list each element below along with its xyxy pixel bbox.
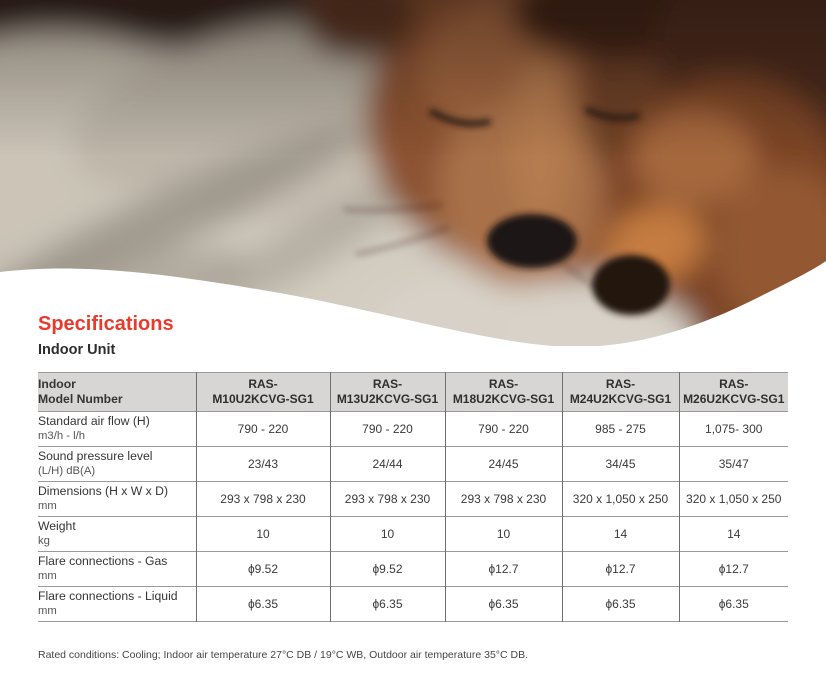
cell-value: 985 - 275	[562, 411, 679, 446]
cell-value: 790 - 220	[330, 411, 445, 446]
cell-value: 790 - 220	[445, 411, 562, 446]
cell-value: ϕ6.35	[679, 586, 788, 621]
cell-value: 293 x 798 x 230	[445, 481, 562, 516]
spec-content	[38, 314, 788, 663]
cell-value: ϕ12.7	[445, 551, 562, 586]
column-header-model-5: RAS- M26U2KCVG-SG1	[679, 372, 788, 411]
cell-value: ϕ9.52	[196, 551, 330, 586]
row-label-sound-pressure: Sound pressure level (L/H) dB(A)	[38, 449, 153, 477]
cell-value: ϕ12.7	[679, 551, 788, 586]
rated-conditions-note: Rated conditions: Cooling; Indoor air temperature 27°C DB / 19°C WB, Outdoor air temperature 35°C DB.	[38, 648, 528, 661]
column-header-model-number: Indoor Model Number	[38, 372, 196, 411]
spec-table	[38, 372, 788, 622]
column-header-model-3: RAS- M18U2KCVG-SG1	[445, 372, 562, 411]
column-header-model-1: RAS- M10U2KCVG-SG1	[196, 372, 330, 411]
section-subtitle: Indoor Unit	[38, 342, 116, 358]
cell-value: 320 x 1,050 x 250	[562, 481, 679, 516]
cell-value: 10	[196, 516, 330, 551]
cell-value: ϕ9.52	[330, 551, 445, 586]
cell-value: 10	[330, 516, 445, 551]
cell-value: ϕ6.35	[330, 586, 445, 621]
cell-value: 14	[562, 516, 679, 551]
cell-value: ϕ6.35	[445, 586, 562, 621]
cell-value: 34/45	[562, 446, 679, 481]
page-title: Specifications	[38, 313, 174, 335]
table-row-flare-gas	[38, 551, 788, 586]
table-row-dimensions	[38, 481, 788, 516]
cell-value: 23/43	[196, 446, 330, 481]
row-label-dimensions: Dimensions (H x W x D) mm	[38, 484, 169, 512]
cell-value: ϕ6.35	[562, 586, 679, 621]
cell-value: 320 x 1,050 x 250	[679, 481, 788, 516]
cell-value: 35/47	[679, 446, 788, 481]
row-label-flare-gas: Flare connections - Gas mm	[38, 554, 168, 582]
cell-value: 790 - 220	[196, 411, 330, 446]
row-label-weight: Weight kg	[38, 519, 76, 547]
table-row-air-flow	[38, 411, 788, 446]
cell-value: 24/44	[330, 446, 445, 481]
row-label-air-flow: Standard air flow (H) m3/h - l/h	[38, 414, 150, 442]
cell-value: 14	[679, 516, 788, 551]
cell-value: 10	[445, 516, 562, 551]
cell-value: ϕ6.35	[196, 586, 330, 621]
table-row-sound-pressure	[38, 446, 788, 481]
cell-value: 24/45	[445, 446, 562, 481]
column-header-model-4: RAS- M24U2KCVG-SG1	[562, 372, 679, 411]
table-row-flare-liquid	[38, 586, 788, 621]
cell-value: 1,075- 300	[679, 411, 788, 446]
cell-value: 293 x 798 x 230	[330, 481, 445, 516]
cell-value: ϕ12.7	[562, 551, 679, 586]
table-header-row	[38, 372, 788, 411]
column-header-model-2: RAS- M13U2KCVG-SG1	[330, 372, 445, 411]
table-row-weight	[38, 516, 788, 551]
cell-value: 293 x 798 x 230	[196, 481, 330, 516]
row-label-flare-liquid: Flare connections - Liquid mm	[38, 589, 178, 617]
